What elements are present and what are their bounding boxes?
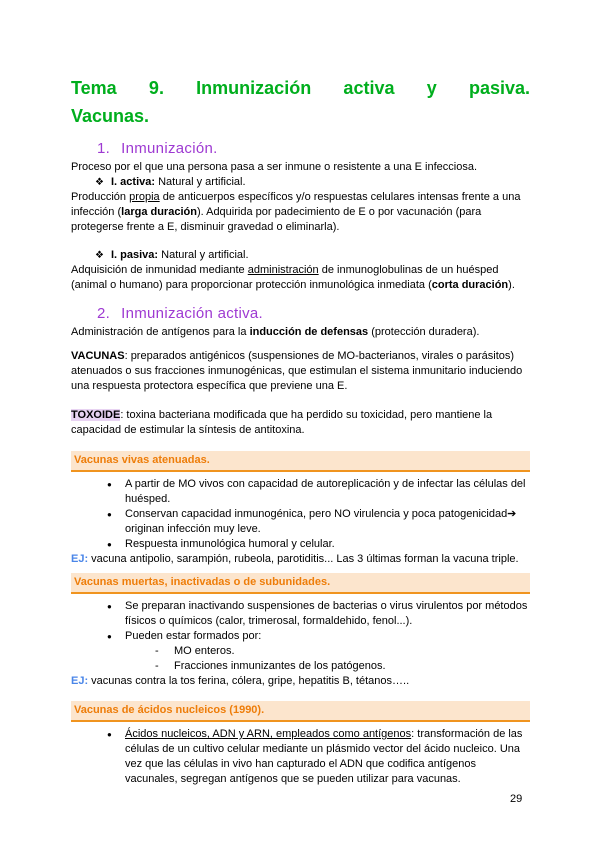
heading-label: Inmunización. <box>121 140 218 157</box>
banner-vacunas-vivas: Vacunas vivas atenuadas. <box>71 451 530 472</box>
list-item-text: Ácidos nucleicos, ADN y ARN, empleados como antígenos: transformación de las células de un cultivo celular mediante un plásmido vector del ácido nucleico. Una vez que las células in vivo han capturado el ADN que codifica antígenos vacunales, segregan antígenos que se pueden utilizar para vacunas. <box>125 728 523 785</box>
para-inmunizacion-pasiva: Adquisición de inmunidad mediante administración de inmunoglobulinas de un huésped (animal o humano) para proporcionar protección inmunológica inmediata (corta duración). <box>71 264 515 291</box>
sub-list-item-text: MO enteros. <box>174 645 235 657</box>
diamond-item-activa <box>95 175 530 190</box>
banner-vacunas-muertas: Vacunas muertas, inactivadas o de subunidades. <box>71 573 530 594</box>
list-item-text: A partir de MO vivos con capacidad de autoreplicación y de infectar las células del huésped. <box>125 478 526 505</box>
example-line: EJ: vacuna antipolio, sarampión, rubeola, parotiditis... Las 3 últimas forman la vacuna triple. <box>71 553 519 565</box>
document-title <box>71 74 530 130</box>
sub-list-item <box>155 659 530 674</box>
diamond-item-text: I. pasiva: Natural y artificial. <box>111 249 249 261</box>
title-line-1: Tema 9. Inmunización activa y pasiva. <box>71 78 530 98</box>
list-item-text: Pueden estar formados por: <box>125 630 262 642</box>
list-item <box>107 727 530 787</box>
para-toxoide: TOXOIDE: toxina bacteriana modificada que ha perdido su toxicidad, pero mantiene la capacidad de estimular la síntesis de antitoxina. <box>71 409 493 436</box>
list-item-text: Respuesta inmunológica humoral y celular. <box>125 538 335 550</box>
para-inmunizacion-intro: Proceso por el que una persona pasa a ser inmune o resistente a una E infecciosa. <box>71 161 478 173</box>
dash-icon: - <box>155 660 159 672</box>
list-item <box>107 477 530 507</box>
para-inmunizacion-activa: Producción propia de anticuerpos específicos y/o respuestas celulares intensas frente a una infección (larga duración). Adquirida por padecimiento de E o por vacunación (para protegerse frente a E, disminuir gravedad o eliminarla). <box>71 191 521 233</box>
list-item-text: Conservan capacidad inmunogénica, pero NO virulencia y poca patogenicidad➔ originan infección muy leve. <box>125 508 517 535</box>
page-number: 29 <box>510 793 523 805</box>
list-item-text: Se preparan inactivando suspensiones de bacterias o virus virulentos por métodos físicos o químicos (calor, trimerosal, formaldehido, fenol...). <box>125 600 528 627</box>
bullet-dot-icon: ● <box>107 632 112 641</box>
title-line-2: Vacunas. <box>71 106 150 126</box>
dash-icon: - <box>155 645 159 657</box>
list-item <box>107 537 530 552</box>
diamond-bullet-icon: ❖ <box>95 250 104 261</box>
heading-label: Inmunización activa. <box>121 305 264 322</box>
heading-number: 2. <box>97 305 111 322</box>
bullet-dot-icon: ● <box>107 510 112 519</box>
sub-list-item-text: Fracciones inmunizantes de los patógenos. <box>174 660 386 672</box>
example-line: EJ: vacunas contra la tos ferina, cólera, gripe, hepatitis B, tétanos….. <box>71 675 410 687</box>
bullet-dot-icon: ● <box>107 602 112 611</box>
heading-number: 1. <box>97 140 111 157</box>
bullet-dot-icon: ● <box>107 540 112 549</box>
diamond-item-pasiva <box>95 248 530 263</box>
list-item <box>107 599 530 629</box>
list-item <box>107 629 530 644</box>
page-content <box>71 74 530 787</box>
heading-inmunizacion <box>97 140 530 158</box>
para-vacunas: VACUNAS: preparados antigénicos (suspensiones de MO-bacterianos, virales o parásitos) atenuados o sus fracciones inmunogénicas, que estimulan el sistema inmunitario induciendo una respuesta protectora específica que previene una E. <box>71 350 523 392</box>
sub-list-item <box>155 644 530 659</box>
diamond-bullet-icon: ❖ <box>95 177 104 188</box>
bullet-dot-icon: ● <box>107 480 112 489</box>
diamond-item-text: I. activa: Natural y artificial. <box>111 176 246 188</box>
heading-inmunizacion-activa <box>97 305 530 323</box>
bullet-dot-icon: ● <box>107 730 112 739</box>
list-item <box>107 507 530 537</box>
banner-vacunas-nucleicos: Vacunas de ácidos nucleicos (1990). <box>71 701 530 722</box>
para-activa-intro: Administración de antígenos para la inducción de defensas (protección duradera). <box>71 326 480 338</box>
